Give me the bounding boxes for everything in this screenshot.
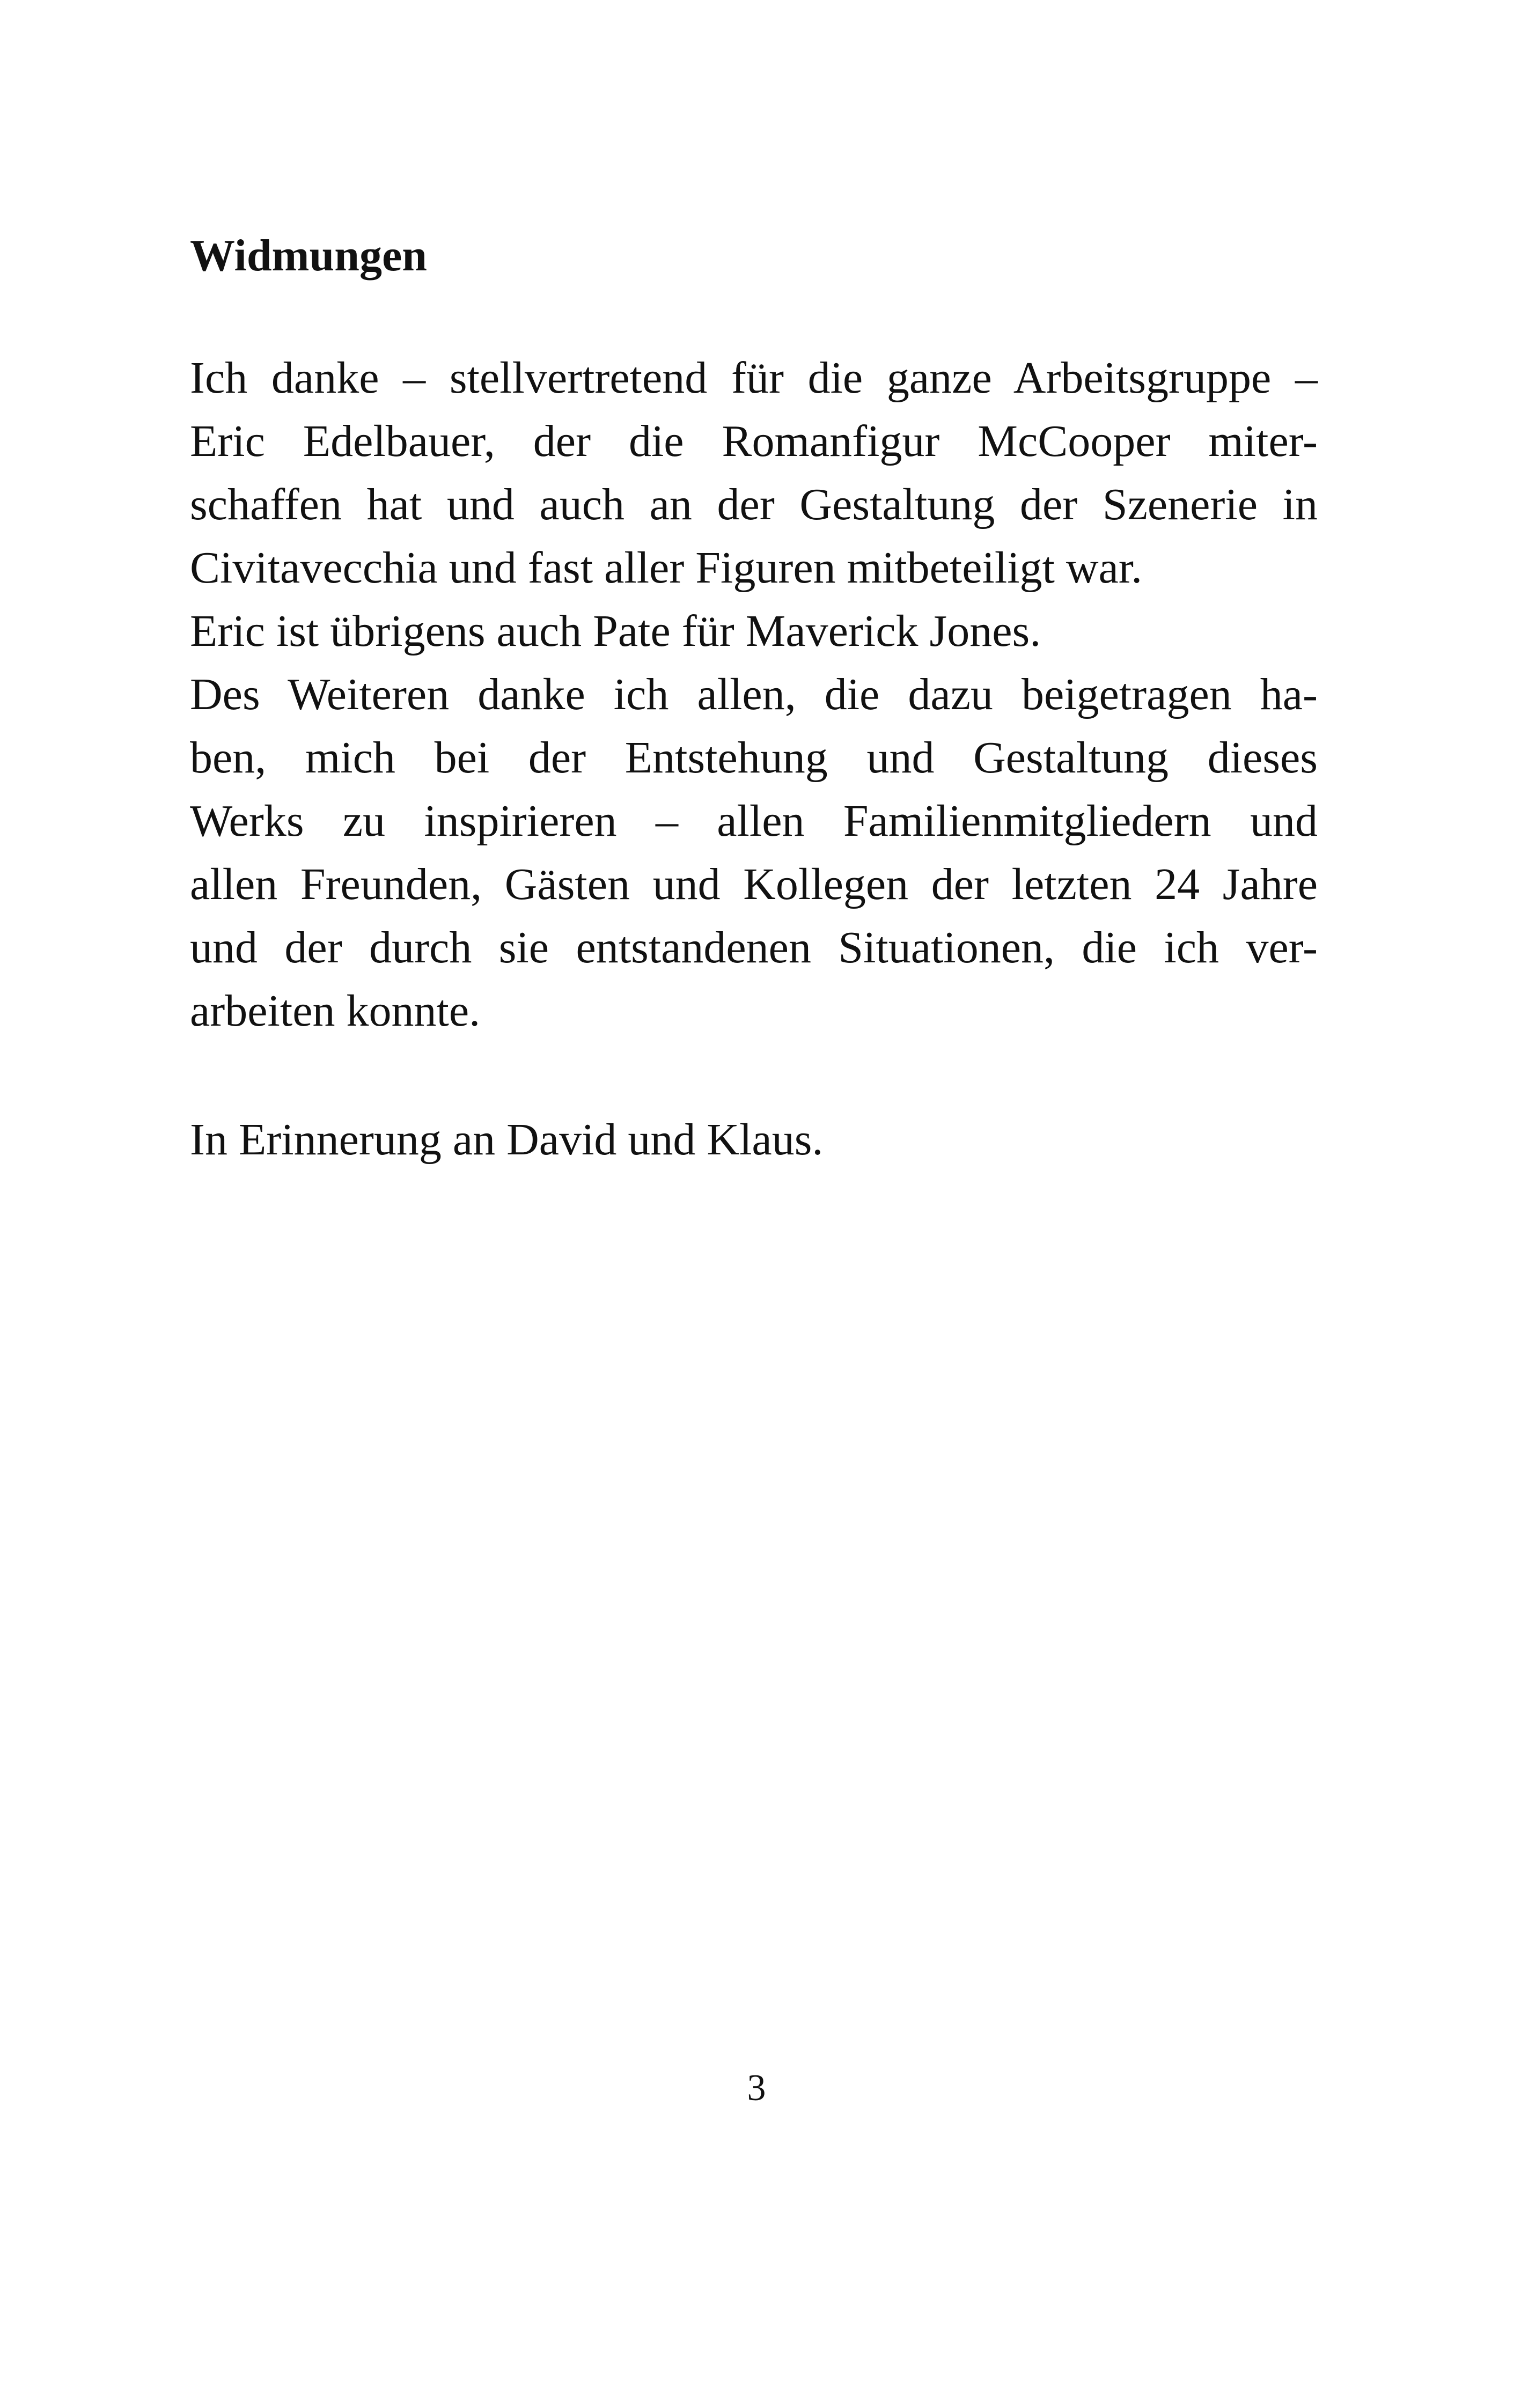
- page-heading: Widmungen: [190, 231, 427, 281]
- text-line: schaffen hat und auch an der Gestaltung der Szenerie in: [190, 480, 1318, 529]
- page-number: 3: [747, 2067, 766, 2109]
- text-line: und der durch sie entstandenen Situationen, die ich ver-: [190, 923, 1318, 973]
- dedication-text: [190, 347, 1318, 1043]
- text-line: arbeiten konnte.: [190, 986, 481, 1036]
- text-line: Des Weiteren danke ich allen, die dazu beigetragen ha-: [190, 669, 1318, 719]
- text-line: ben, mich bei der Entstehung und Gestaltung dieses: [190, 733, 1318, 783]
- text-line: Eric ist übrigens auch Pate für Maverick Jones.: [190, 606, 1041, 656]
- text-line: Werks zu inspirieren – allen Familienmitgliedern und: [190, 796, 1318, 846]
- text-line: Eric Edelbauer, der die Romanfigur McCooper miter-: [190, 416, 1318, 466]
- text-line: Ich danke – stellvertretend für die ganze Arbeitsgruppe –: [190, 353, 1318, 403]
- text-line: Civitavecchia und fast aller Figuren mitbeteiligt war.: [190, 543, 1143, 593]
- text-line: allen Freunden, Gästen und Kollegen der letzten 24 Jahre: [190, 859, 1318, 909]
- memorial-text: In Erinnerung an David und Klaus.: [190, 1115, 824, 1165]
